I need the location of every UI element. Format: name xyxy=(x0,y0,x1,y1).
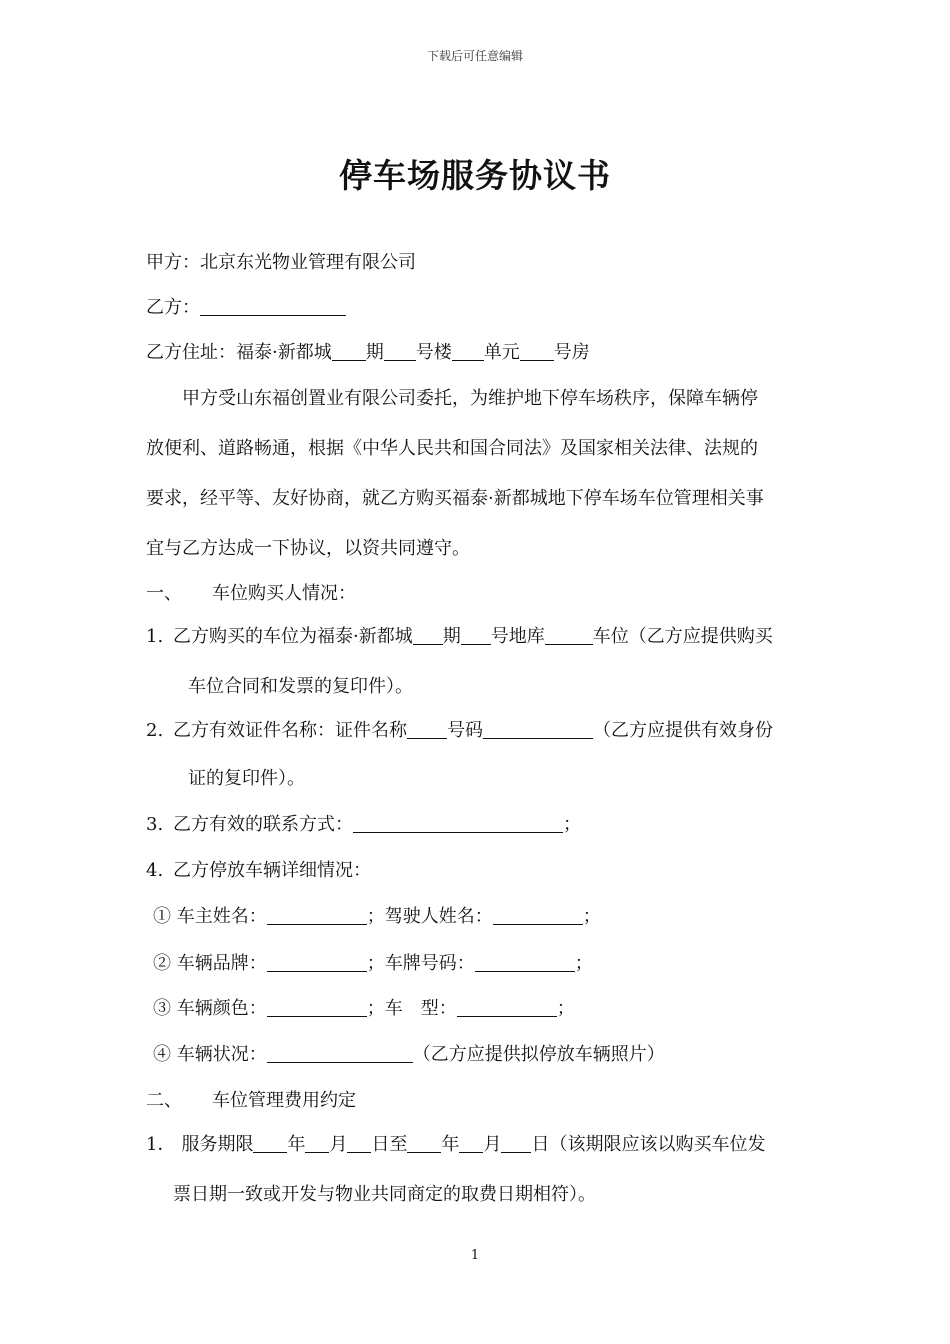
year-label: 年 xyxy=(287,1134,306,1155)
vehicle-row-3 xyxy=(153,998,575,1020)
intro-line: 放便利、道路畅通，根据《中华人民共和国合同法》及国家相关法律、法规的 xyxy=(146,438,758,459)
address-unit-label: 单元 xyxy=(483,342,520,363)
vehicle-color-label: ③ 车辆颜色： xyxy=(153,998,267,1019)
parking-phase-blank[interactable] xyxy=(413,626,443,645)
address-unit-blank[interactable] xyxy=(452,342,484,361)
driver-name-blank[interactable] xyxy=(493,906,583,925)
section-2-number: 二、 xyxy=(146,1090,182,1111)
vehicle-status-blank[interactable] xyxy=(267,1044,413,1063)
address-phase-label: 期 xyxy=(365,342,384,363)
vehicle-row-2 xyxy=(153,953,593,975)
month-label: 月 xyxy=(329,1134,348,1155)
address-room-label: 号房 xyxy=(553,342,590,363)
id-number-blank[interactable] xyxy=(483,720,593,739)
intro-line: 宜与乙方达成一下协议，以资共同遵守。 xyxy=(146,538,470,559)
row-end: ； xyxy=(556,998,575,1019)
vehicle-status-label: ④ 车辆状况： xyxy=(153,1044,267,1065)
item-1-tail: 车位（乙方应提供购买 xyxy=(592,626,773,647)
vehicle-brand-label: ② 车辆品牌： xyxy=(153,953,267,974)
address-building-blank[interactable] xyxy=(384,342,416,361)
page-header: 下载后可任意编辑 xyxy=(426,49,523,63)
start-year-blank[interactable] xyxy=(253,1134,287,1153)
party-b-line xyxy=(146,297,346,319)
service-continuation: 票日期一致或开发与物业共同商定的取费日期相符）。 xyxy=(173,1184,596,1205)
item-3-end: ； xyxy=(563,814,581,835)
section-1-title: 车位购买人情况： xyxy=(212,583,356,604)
page-number: 1 xyxy=(470,1248,480,1263)
party-b-blank[interactable] xyxy=(200,297,346,316)
day-to-label: 日至 xyxy=(371,1134,408,1155)
item-2-line xyxy=(173,720,773,742)
section-2-title: 车位管理费用约定 xyxy=(212,1090,356,1111)
service-tail: 日（该期限应该以购买车位发 xyxy=(531,1134,766,1155)
vehicle-status-note: （乙方应提供拟停放车辆照片） xyxy=(412,1044,665,1065)
item-2-continuation: 证的复印件）。 xyxy=(188,768,305,789)
vehicle-color-blank[interactable] xyxy=(267,998,367,1017)
party-b-label: 乙方： xyxy=(146,297,200,318)
vehicle-model-label: ；车 型： xyxy=(366,998,457,1019)
row-end: ； xyxy=(574,953,593,974)
address-building-label: 号楼 xyxy=(415,342,452,363)
space-blank[interactable] xyxy=(545,626,593,645)
id-type-blank[interactable] xyxy=(407,720,447,739)
item-1-text: 乙方购买的车位为福泰·新都城 xyxy=(173,626,413,647)
vehicle-model-blank[interactable] xyxy=(457,998,557,1017)
service-line xyxy=(146,1134,765,1156)
garage-label: 号地库 xyxy=(490,626,545,647)
contact-blank[interactable] xyxy=(353,814,563,833)
service-period-label: 服务期限 xyxy=(181,1134,254,1155)
row-end: ； xyxy=(582,906,601,927)
party-a-line: 甲方：北京东光物业管理有限公司 xyxy=(146,252,416,273)
year-label: 年 xyxy=(441,1134,460,1155)
item-2-tail: （乙方应提供有效身份 xyxy=(593,720,773,741)
item-4-number: 4. xyxy=(146,860,164,881)
address-line xyxy=(146,342,590,364)
item-3-number: 3. xyxy=(146,814,164,835)
item-2-number: 2. xyxy=(146,720,164,741)
intro-line: 要求，经平等、友好协商，就乙方购买福泰·新都城地下停车场车位管理相关事 xyxy=(146,488,764,509)
document-title: 停车场服务协议书 xyxy=(339,156,611,195)
owner-name-label: ① 车主姓名： xyxy=(153,906,267,927)
vehicle-brand-blank[interactable] xyxy=(267,953,367,972)
item-4-text: 乙方停放车辆详细情况： xyxy=(173,860,371,881)
vehicle-row-1 xyxy=(153,906,601,928)
intro-line: 甲方受山东福创置业有限公司委托，为维护地下停车场秩序，保障车辆停 xyxy=(182,388,758,409)
item-1-number: 1. xyxy=(146,626,164,647)
end-month-blank[interactable] xyxy=(459,1134,483,1153)
end-day-blank[interactable] xyxy=(501,1134,531,1153)
parking-phase-label: 期 xyxy=(442,626,461,647)
driver-name-label: ；驾驶人姓名： xyxy=(366,906,493,927)
address-phase-blank[interactable] xyxy=(332,342,366,361)
contact-label: 乙方有效的联系方式： xyxy=(173,814,353,835)
owner-name-blank[interactable] xyxy=(267,906,367,925)
start-month-blank[interactable] xyxy=(305,1134,329,1153)
section-1-number: 一、 xyxy=(146,583,182,604)
service-number: 1． xyxy=(146,1134,176,1155)
start-day-blank[interactable] xyxy=(347,1134,371,1153)
address-room-blank[interactable] xyxy=(520,342,554,361)
end-year-blank[interactable] xyxy=(407,1134,441,1153)
item-2-text: 乙方有效证件名称：证件名称 xyxy=(173,720,407,741)
item-1-line xyxy=(173,626,773,648)
plate-number-label: ；车牌号码： xyxy=(366,953,475,974)
plate-number-blank[interactable] xyxy=(475,953,575,972)
item-1-continuation: 车位合同和发票的复印件）。 xyxy=(188,676,413,697)
id-number-label: 号码 xyxy=(447,720,483,741)
item-3-line xyxy=(173,814,581,836)
vehicle-row-4 xyxy=(153,1044,665,1066)
address-label: 乙方住址：福泰·新都城 xyxy=(146,342,332,363)
month-label: 月 xyxy=(483,1134,502,1155)
garage-blank[interactable] xyxy=(461,626,491,645)
